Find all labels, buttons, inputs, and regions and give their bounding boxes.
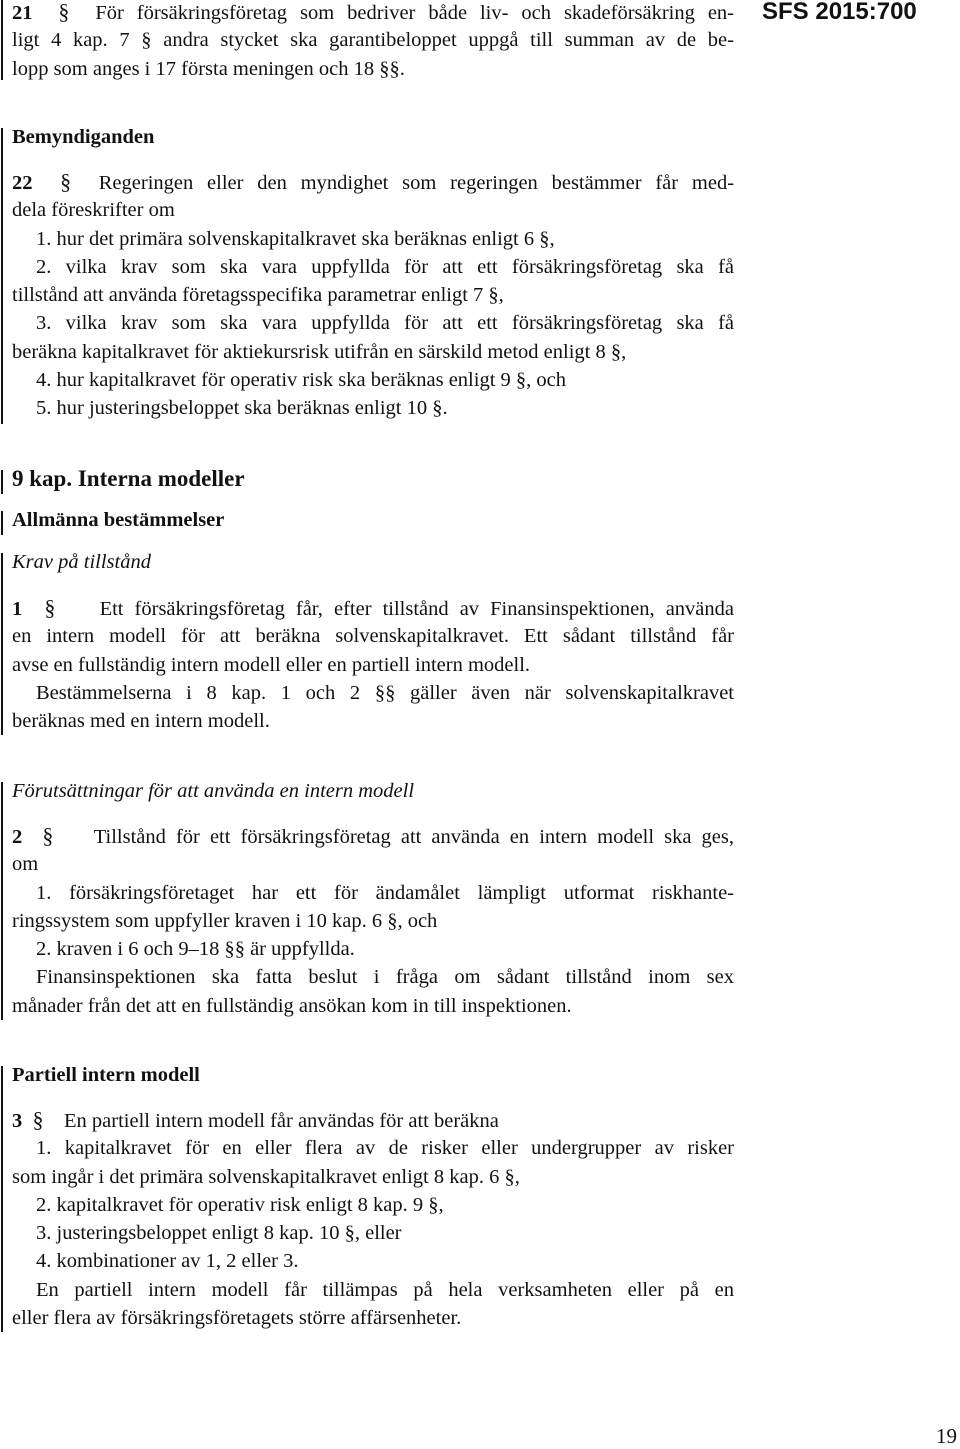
- text-line: ligt 4 kap. 7 § andra stycket ska garantibeloppet uppgå till summan av de be-: [12, 29, 734, 52]
- list-item: 2. vilka krav som ska vara uppfyllda för att ett försäkringsföretag ska få: [36, 255, 734, 278]
- paragraph-22: [12, 168, 734, 423]
- paragraph-number: 2: [12, 826, 23, 848]
- change-bar: [1, 470, 3, 494]
- text-line: En partiell intern modell får användas för att beräkna: [64, 1110, 499, 1132]
- list-item-continuation: beräkna kapitalkravet för aktiekursrisk utifrån en särskild metod enligt 8 §,: [12, 340, 627, 363]
- list-item: 1. kapitalkravet för en eller flera av de risker eller undergrupper av risker: [36, 1137, 734, 1160]
- text-line: För försäkringsföretag som bedriver både liv- och skadeförsäkring en-: [95, 2, 735, 24]
- paragraph-number: 1: [12, 598, 23, 620]
- italic-heading: Krav på tillstånd: [12, 551, 151, 573]
- section-sign: §: [42, 823, 54, 848]
- change-bar: [1, 553, 3, 735]
- text-line: Tillstånd för ett försäkringsföretag att använda en intern modell ska ges,: [93, 826, 734, 848]
- change-bar: [1, 128, 3, 424]
- chapter-name: Interna modeller: [77, 466, 245, 491]
- text-line: eller flera av försäkringsföretagets större affärsenheter.: [12, 1307, 462, 1330]
- list-item: 3. justeringsbeloppet enligt 8 kap. 10 §, eller: [36, 1222, 402, 1245]
- paragraph-number: 3: [12, 1110, 23, 1132]
- paragraph-3: [12, 1106, 734, 1332]
- section-heading: Partiell intern modell: [12, 1064, 200, 1086]
- text-line: dela föreskrifter om: [12, 199, 175, 222]
- text-line: Finansinspektionen ska fatta beslut i fråga om sådant tillstånd inom sex: [36, 966, 734, 989]
- list-item: 4. kombinationer av 1, 2 eller 3.: [36, 1250, 299, 1273]
- list-item-continuation: som ingår i det primära solvenskapitalkravet enligt 8 kap. 6 §,: [12, 1165, 520, 1188]
- sfs-number: SFS 2015:700: [762, 0, 917, 25]
- change-bar: [1, 782, 3, 1020]
- list-item: 1. hur det primära solvenskapitalkravet ska beräknas enligt 6 §,: [36, 227, 555, 250]
- text-line: avse en fullständig intern modell eller en partiell intern modell.: [12, 653, 531, 676]
- text-line: månader från det att en fullständig ansökan kom in till inspektionen.: [12, 994, 572, 1017]
- paragraph-21: [12, 0, 734, 83]
- text-line: en intern modell för att beräkna solvenskapitalkravet. Ett sådant tillstånd får: [12, 625, 734, 648]
- text-line: Regeringen eller den myndighet som regeringen bestämmer får med-: [98, 172, 735, 194]
- text-line: beräknas med en intern modell.: [12, 710, 270, 733]
- paragraph-number: 22: [12, 172, 33, 194]
- change-bar: [1, 0, 3, 80]
- chapter-title: [12, 466, 245, 492]
- section-heading: Bemyndiganden: [12, 126, 155, 148]
- section-sign: §: [58, 0, 70, 24]
- section-sign: §: [32, 1107, 44, 1132]
- change-bar: [1, 511, 3, 535]
- text-line: Ett försäkringsföretag får, efter tillstånd av Finansinspektionen, använda: [99, 598, 735, 620]
- list-item-continuation: ringssystem som uppfyller kraven i 10 kap. 6 §, och: [12, 909, 438, 932]
- section-sign: §: [44, 595, 56, 620]
- italic-heading: Förutsättningar för att använda en intern modell: [12, 780, 415, 802]
- subheading: Allmänna bestämmelser: [12, 509, 225, 531]
- chapter-number: 9 kap.: [12, 466, 73, 491]
- list-item: 2. kapitalkravet för operativ risk enligt 8 kap. 9 §,: [36, 1193, 444, 1216]
- change-bar: [1, 1066, 3, 1332]
- text-line: lopp som anges i 17 första meningen och 18 §§.: [12, 57, 405, 80]
- paragraph-2: [12, 822, 734, 1020]
- list-item: 3. vilka krav som ska vara uppfyllda för att ett försäkringsföretag ska få: [36, 312, 734, 335]
- paragraph-number: 21: [12, 2, 33, 24]
- list-item: 5. hur justeringsbeloppet ska beräknas enligt 10 §.: [36, 397, 448, 420]
- list-item: 4. hur kapitalkravet för operativ risk ska beräknas enligt 9 §, och: [36, 369, 566, 392]
- list-item: 1. försäkringsföretaget har ett för ändamålet lämpligt utformat riskhante-: [36, 881, 734, 904]
- paragraph-1: [12, 594, 734, 735]
- list-item: 2. kraven i 6 och 9–18 §§ är uppfyllda.: [36, 938, 355, 961]
- list-item-continuation: tillstånd att använda företagsspecifika parametrar enligt 7 §,: [12, 284, 504, 307]
- text-line: En partiell intern modell får tillämpas på hela verksamheten eller på en: [36, 1278, 734, 1301]
- section-sign: §: [60, 169, 72, 194]
- page-number: 19: [936, 1424, 957, 1448]
- text-line: Bestämmelserna i 8 kap. 1 och 2 §§ gäller även när solvenskapitalkravet: [36, 681, 734, 704]
- text-line: om: [12, 853, 39, 876]
